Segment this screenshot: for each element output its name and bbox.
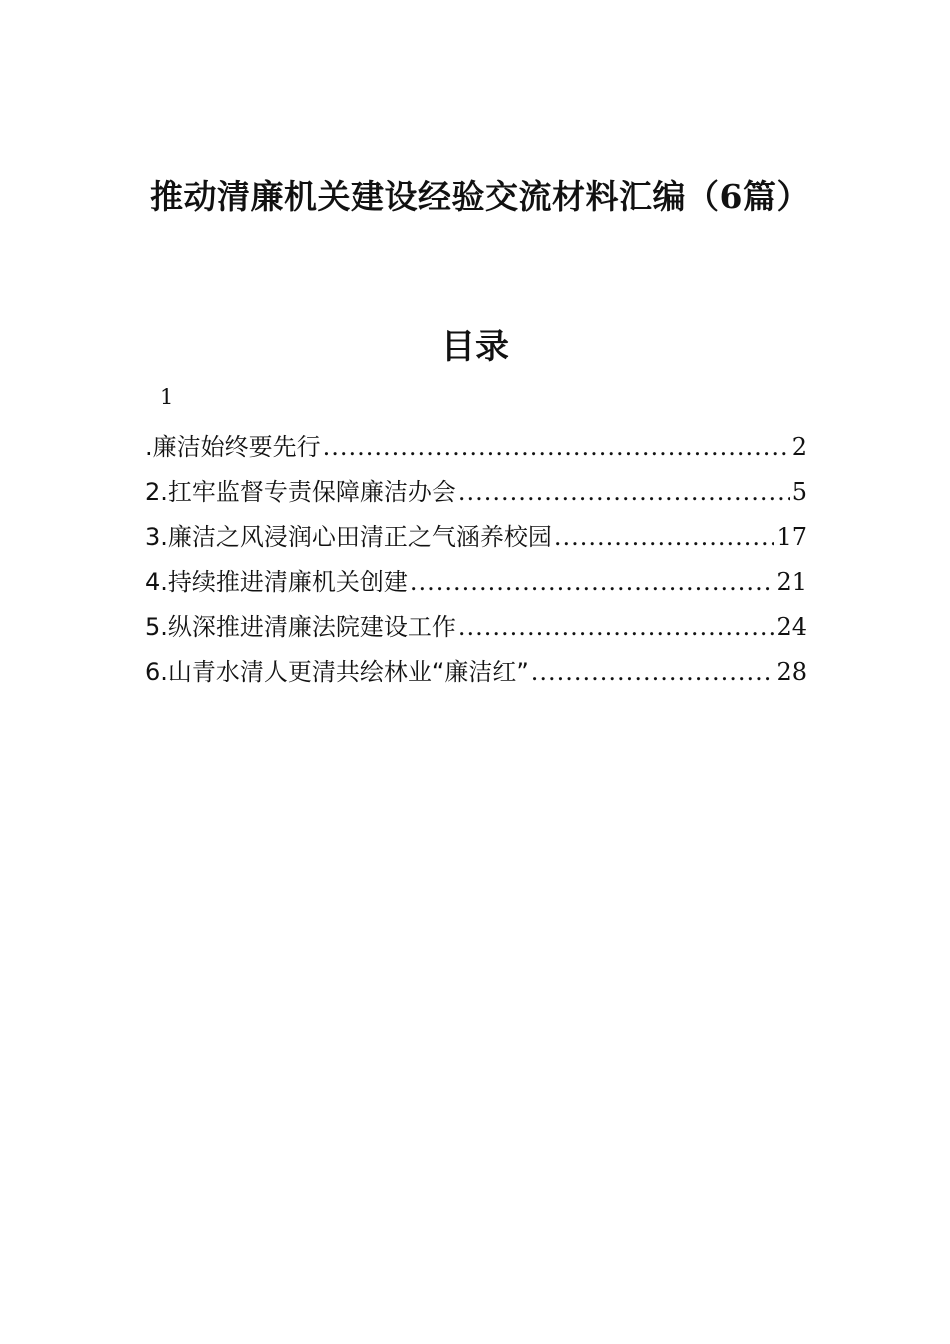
toc-entry-title: 3.廉洁之风浸润心田清正之气涵养校园 bbox=[145, 523, 552, 551]
document-title: 推动清廉机关建设经验交流材料汇编（6篇） bbox=[150, 177, 810, 216]
toc-entry-page: 24 bbox=[776, 613, 807, 641]
toc-dot-leader bbox=[410, 560, 775, 605]
toc-entry-title: .廉洁始终要先行 bbox=[145, 433, 321, 461]
toc-dot-leader bbox=[323, 425, 790, 470]
toc-entry-title: 5.纵深推进清廉法院建设工作 bbox=[145, 613, 456, 641]
toc-prefix: 1 bbox=[160, 385, 174, 409]
toc-list bbox=[145, 425, 807, 695]
toc-entry-page: 17 bbox=[776, 523, 807, 551]
toc-dot-leader bbox=[554, 515, 775, 560]
toc-entry-page: 21 bbox=[776, 568, 807, 596]
toc-entry-title: 2.扛牢监督专责保障廉洁办会 bbox=[145, 478, 456, 506]
toc-entry-title: 6.山青水清人更清共绘林业“廉洁红” bbox=[145, 658, 529, 686]
toc-entry[interactable] bbox=[145, 470, 807, 515]
toc-entry[interactable] bbox=[145, 605, 807, 650]
toc-entry-title: 4.持续推进清廉机关创建 bbox=[145, 568, 408, 596]
toc-dot-leader bbox=[458, 605, 775, 650]
toc-entry[interactable] bbox=[145, 515, 807, 560]
toc-entry[interactable] bbox=[145, 425, 807, 470]
toc-heading: 目录 bbox=[441, 327, 509, 367]
toc-dot-leader bbox=[458, 470, 790, 515]
toc-dot-leader bbox=[531, 650, 775, 695]
toc-entry[interactable] bbox=[145, 560, 807, 605]
toc-entry-page: 28 bbox=[776, 658, 807, 686]
toc-entry-page: 5 bbox=[791, 478, 807, 506]
toc-entry[interactable] bbox=[145, 650, 807, 695]
toc-entry-page: 2 bbox=[791, 433, 807, 461]
